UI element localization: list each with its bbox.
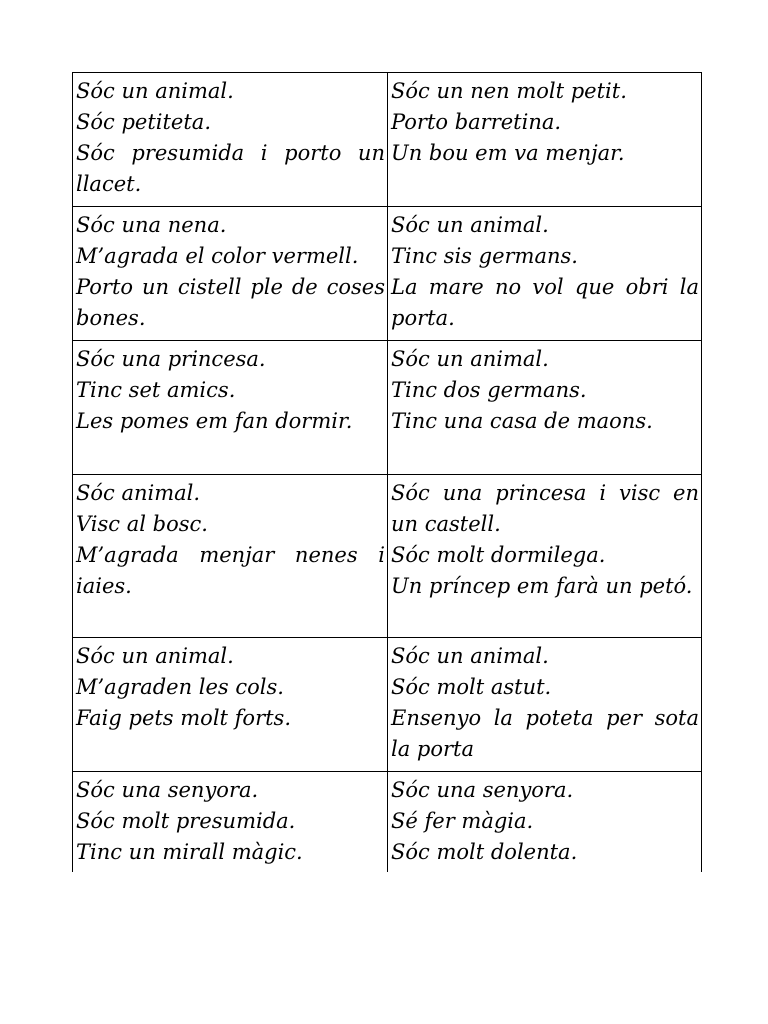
riddle-card (73, 207, 388, 341)
riddle-line: Les pomes em fan dormir. (76, 409, 353, 433)
riddle-line: Visc al bosc. (76, 512, 208, 536)
riddle-line: Sóc petiteta. (76, 110, 211, 134)
card-row (73, 73, 702, 207)
riddle-line: Porto un cistell ple de coses bones. (76, 275, 385, 330)
riddle-card (388, 73, 702, 207)
riddle-line: Sóc una senyora. (76, 778, 259, 802)
riddle-card (388, 341, 702, 475)
card-row (73, 207, 702, 341)
riddle-line: Tinc dos germans. (391, 378, 587, 402)
riddle-line: M’agrada menjar nenes i iaies. (76, 543, 385, 598)
riddle-line: Tinc sis germans. (391, 244, 578, 268)
riddle-card (388, 475, 702, 638)
riddle-line: Sóc un nen molt petit. (391, 79, 627, 103)
card-row (73, 475, 702, 638)
card-row (73, 638, 702, 772)
riddle-line: Tinc una casa de maons. (391, 409, 653, 433)
riddle-line: Sóc presumida i porto un llacet. (76, 141, 385, 196)
riddle-card (73, 73, 388, 207)
riddle-card (73, 638, 388, 772)
riddle-line: Tinc set amics. (76, 378, 236, 402)
card-row (73, 341, 702, 475)
riddle-line: Sóc molt dolenta. (391, 840, 578, 864)
riddle-line: La mare no vol que obri la porta. (391, 275, 699, 330)
riddle-line: Sóc molt astut. (391, 675, 552, 699)
riddle-line: Sóc un animal. (391, 213, 549, 237)
riddle-line: M’agrada el color vermell. (76, 244, 359, 268)
riddle-line: M’agraden les cols. (76, 675, 284, 699)
riddle-line: Sé fer màgia. (391, 809, 534, 833)
riddle-card (388, 772, 702, 873)
riddle-cards-table (72, 72, 702, 872)
riddle-line: Porto barretina. (391, 110, 562, 134)
riddle-line: Sóc animal. (76, 481, 201, 505)
card-row (73, 772, 702, 873)
riddle-card (73, 772, 388, 873)
riddle-card (73, 341, 388, 475)
riddle-card (388, 207, 702, 341)
riddle-card (73, 475, 388, 638)
riddle-card (388, 638, 702, 772)
riddle-line: Sóc un animal. (391, 644, 549, 668)
riddle-line: Sóc una nena. (76, 213, 227, 237)
riddle-line: Sóc un animal. (76, 644, 234, 668)
riddle-line: Un príncep em farà un petó. (391, 574, 693, 598)
riddle-line: Ensenyo la poteta per sota la porta (391, 706, 699, 761)
riddle-line: Sóc un animal. (391, 347, 549, 371)
riddle-line: Sóc un animal. (76, 79, 234, 103)
riddle-line: Tinc un mirall màgic. (76, 840, 303, 864)
riddle-line: Sóc molt dormilega. (391, 543, 606, 567)
riddle-line: Sóc una princesa. (76, 347, 266, 371)
riddle-line: Sóc una senyora. (391, 778, 574, 802)
riddle-line: Un bou em va menjar. (391, 141, 625, 165)
riddle-line: Sóc molt presumida. (76, 809, 296, 833)
riddle-line: Sóc una princesa i visc en un castell. (391, 481, 699, 536)
riddle-line: Faig pets molt forts. (76, 706, 291, 730)
